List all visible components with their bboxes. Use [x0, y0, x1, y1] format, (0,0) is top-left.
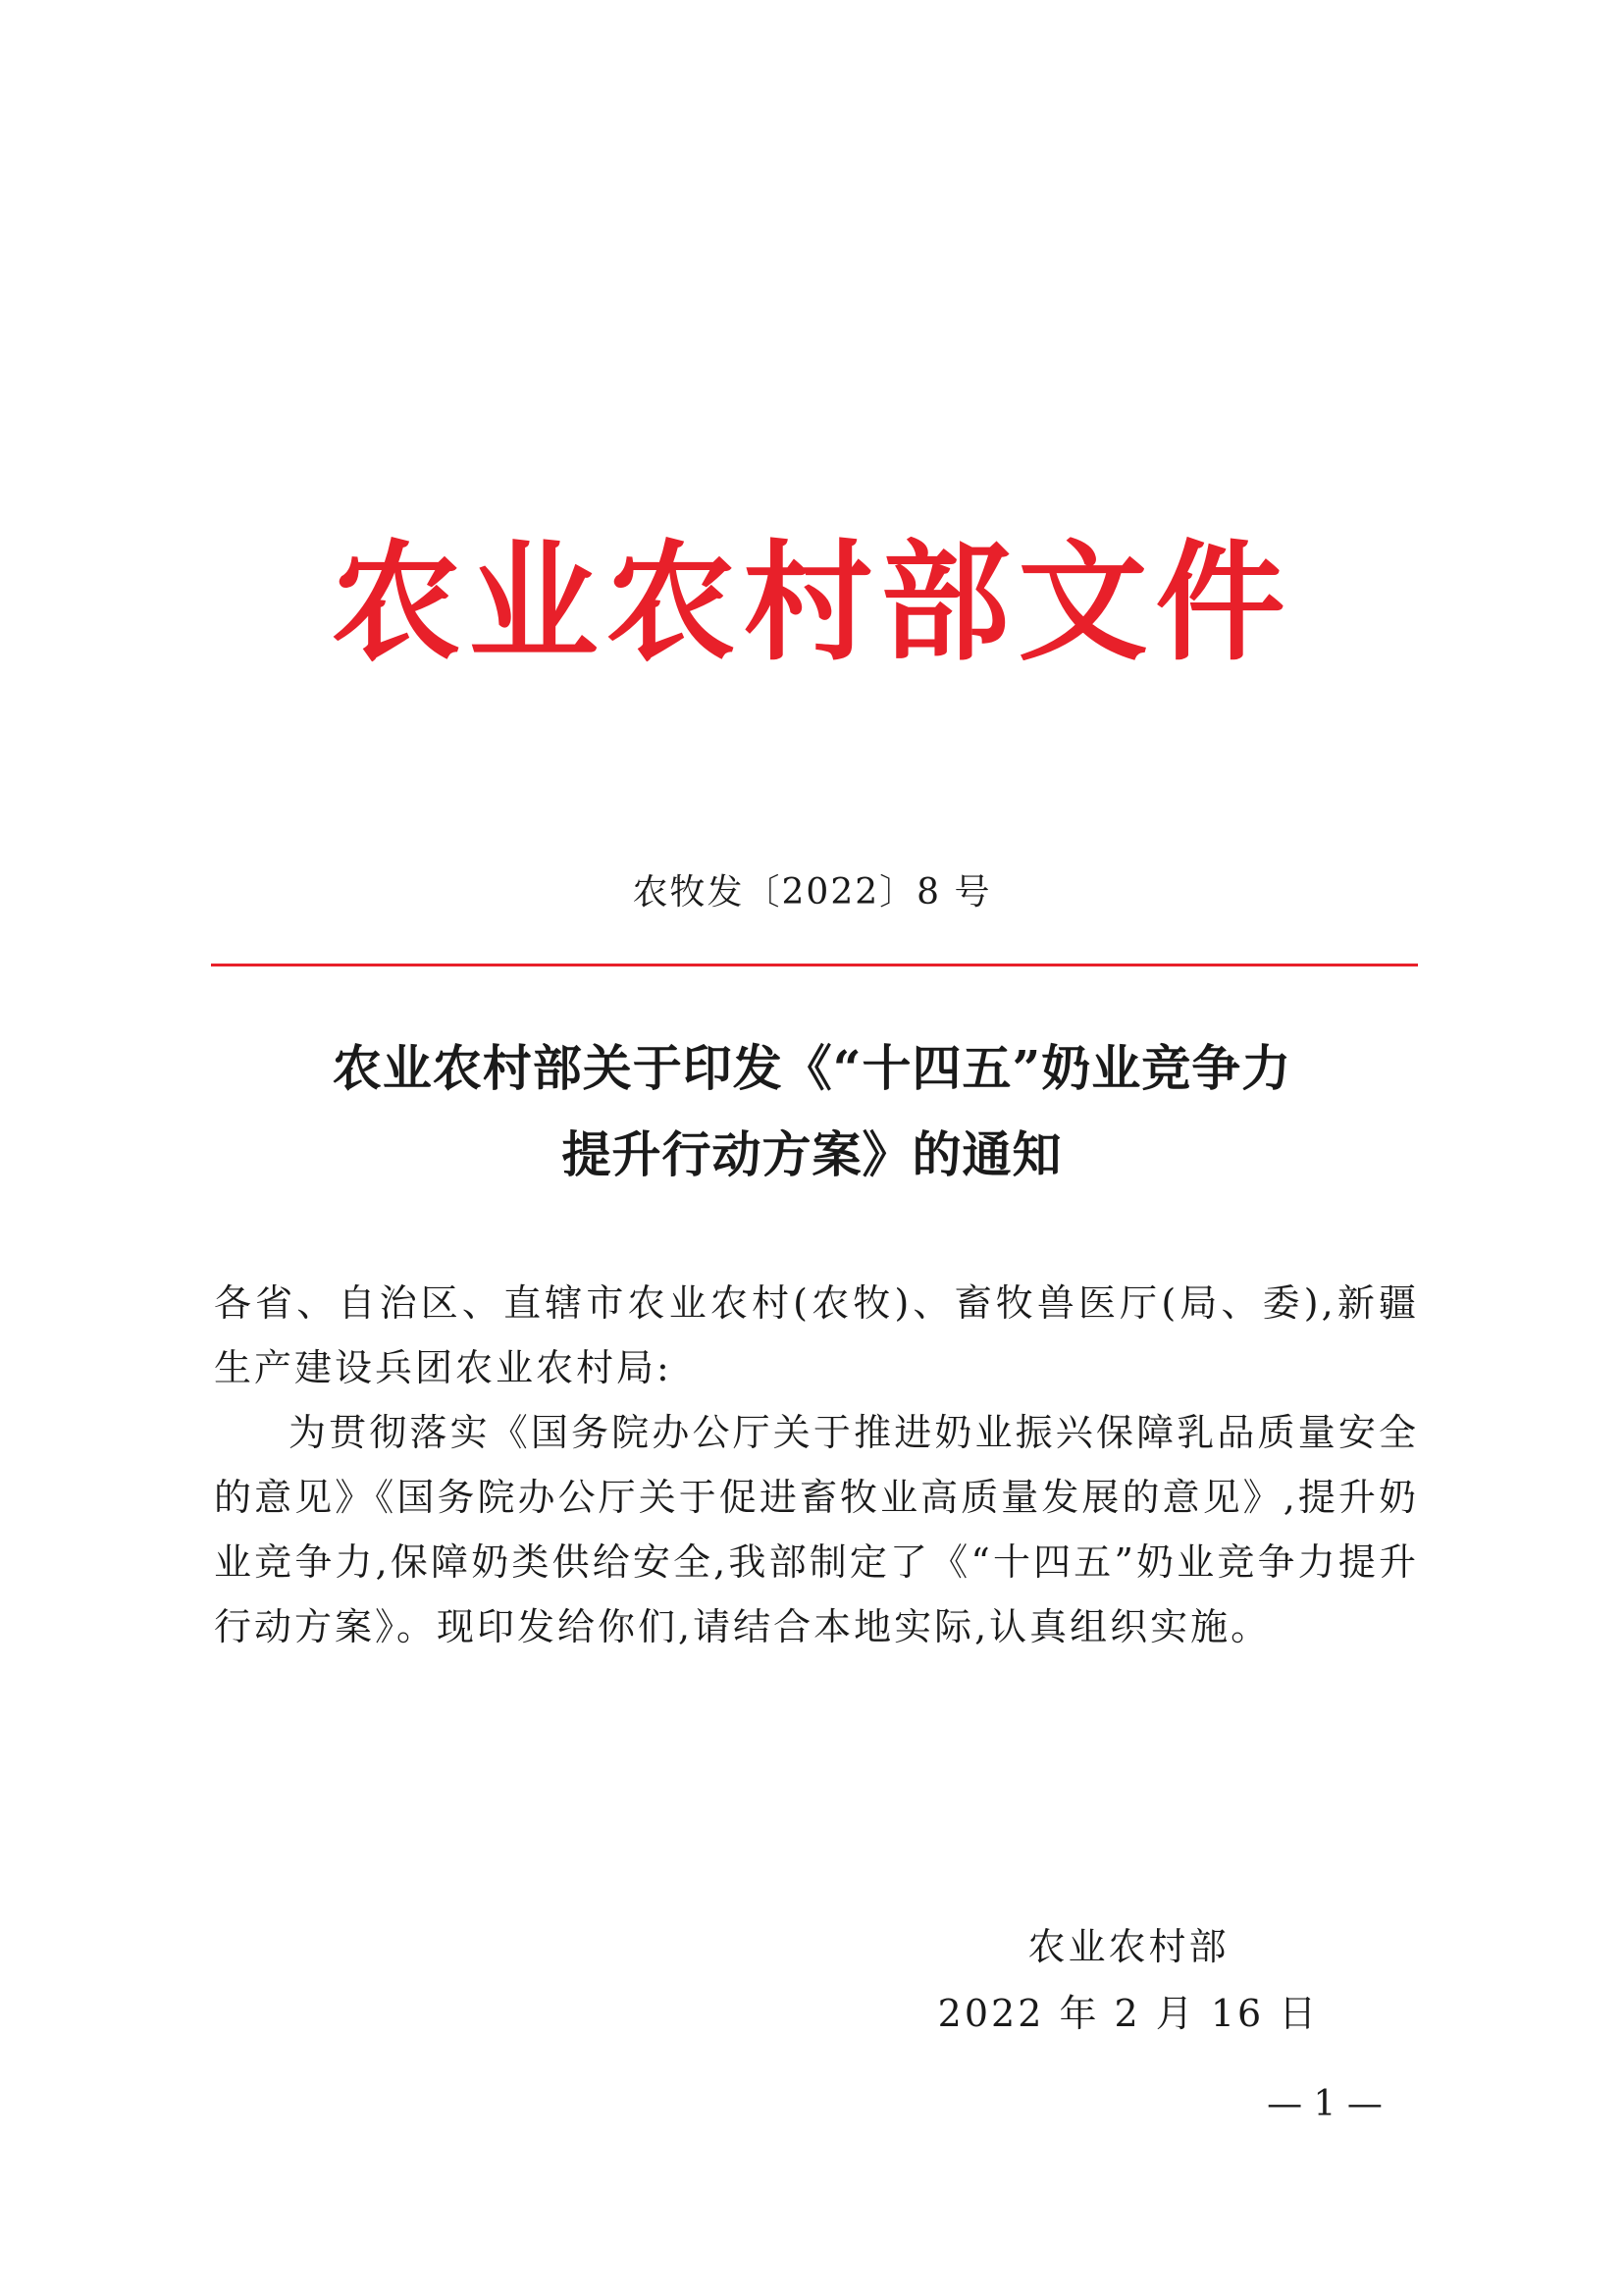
red-divider-line — [211, 964, 1418, 966]
notice-title-line-2: 提升行动方案》的通知 — [561, 1125, 1063, 1183]
notice-title — [0, 1025, 1624, 1198]
issue-date: 2022 年 2 月 16 日 — [937, 1992, 1320, 2035]
issuer-name: 农业农村部 — [1027, 1925, 1230, 1968]
page-number: — 1 — — [1267, 2084, 1383, 2124]
body-paragraph: 为贯彻落实《国务院办公厅关于推进奶业振兴保障乳品质量安全的意见》《国务院办公厅关于促进畜牧业高质量发展的意见》,提升奶业竞争力,保障奶类供给安全,我部制定了《“十四五”奶业竞争力提升行动方案》。现印发给你们,请结合本地实际,认真组织实施。 — [214, 1411, 1419, 1648]
notice-body — [214, 1271, 1419, 1659]
document-number: 农牧发〔2022〕8 号 — [632, 872, 992, 913]
signature-block — [883, 1913, 1374, 2047]
document-header-title: 农业农村部文件 — [331, 527, 1293, 679]
recipients-line: 各省、自治区、直辖市农业农村(农牧)、畜牧兽医厅(局、委),新疆生产建设兵团农业农村局: — [214, 1281, 1419, 1389]
notice-title-line-1: 农业农村部关于印发《“十四五”奶业竞争力 — [332, 1039, 1292, 1097]
